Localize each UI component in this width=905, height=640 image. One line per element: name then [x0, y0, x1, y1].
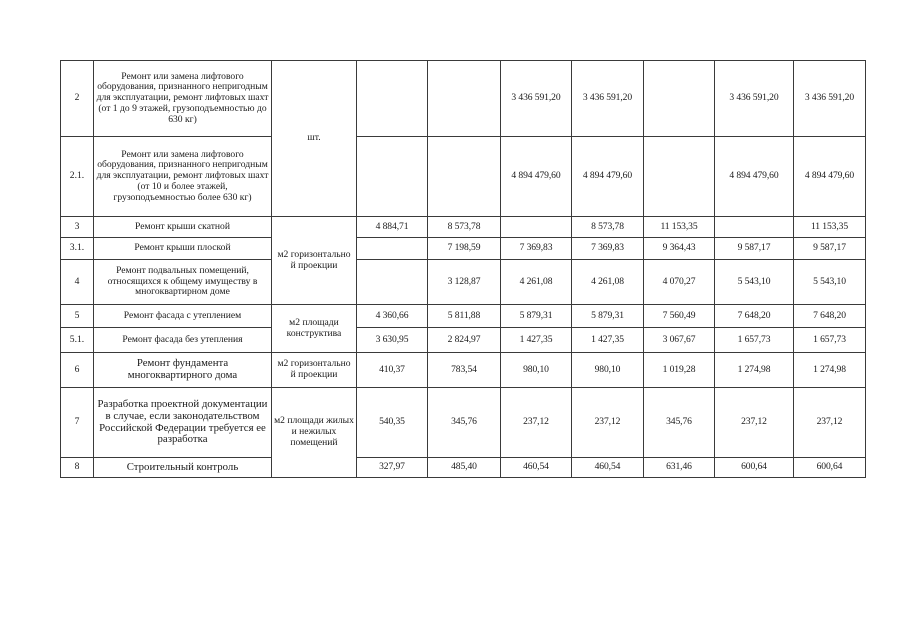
value-cell: 7 560,49 — [644, 305, 715, 328]
value-cell: 9 587,17 — [715, 238, 794, 260]
unit-cell: м2 площади жилых и нежилых помещений — [272, 388, 357, 478]
work-name: Ремонт или замена лифтового оборудования, признанного непригодным для эксплуатации, ремонт лифтовых шахт (от 10 и более этажей, грузоподъемностью более 630 кг) — [94, 137, 272, 217]
value-cell: 2 824,97 — [428, 328, 501, 353]
value-cell: 485,40 — [428, 458, 501, 478]
value-cell — [715, 217, 794, 238]
value-cell: 1 274,98 — [715, 353, 794, 388]
value-cell: 1 657,73 — [715, 328, 794, 353]
value-cell: 7 369,83 — [572, 238, 644, 260]
value-cell — [357, 238, 428, 260]
unit-cell: м2 горизонтально й проекции — [272, 353, 357, 388]
value-cell: 5 879,31 — [572, 305, 644, 328]
row-number: 8 — [61, 458, 94, 478]
row-number: 2.1. — [61, 137, 94, 217]
value-cell: 1 019,28 — [644, 353, 715, 388]
value-cell: 3 436 591,20 — [572, 61, 644, 137]
value-cell: 4 360,66 — [357, 305, 428, 328]
value-cell: 3 436 591,20 — [715, 61, 794, 137]
value-cell: 4 884,71 — [357, 217, 428, 238]
value-cell: 980,10 — [501, 353, 572, 388]
work-name: Ремонт крыши плоской — [94, 238, 272, 260]
value-cell: 3 630,95 — [357, 328, 428, 353]
row-number: 5 — [61, 305, 94, 328]
table-row — [61, 458, 866, 478]
value-cell: 4 261,08 — [572, 260, 644, 305]
value-cell: 4 894 479,60 — [715, 137, 794, 217]
value-cell: 11 153,35 — [794, 217, 866, 238]
work-name: Ремонт крыши скатной — [94, 217, 272, 238]
row-number: 7 — [61, 388, 94, 458]
value-cell: 460,54 — [501, 458, 572, 478]
value-cell: 3 436 591,20 — [794, 61, 866, 137]
value-cell: 9 587,17 — [794, 238, 866, 260]
value-cell: 1 427,35 — [572, 328, 644, 353]
unit-cell: м2 площади конструктива — [272, 305, 357, 353]
value-cell: 980,10 — [572, 353, 644, 388]
row-number: 6 — [61, 353, 94, 388]
value-cell: 3 436 591,20 — [501, 61, 572, 137]
value-cell — [357, 61, 428, 137]
row-number: 3.1. — [61, 238, 94, 260]
value-cell: 5 543,10 — [715, 260, 794, 305]
cost-table — [60, 60, 866, 478]
value-cell: 600,64 — [794, 458, 866, 478]
value-cell — [357, 260, 428, 305]
table-row — [61, 238, 866, 260]
row-number: 2 — [61, 61, 94, 137]
value-cell: 1 274,98 — [794, 353, 866, 388]
value-cell: 4 261,08 — [501, 260, 572, 305]
work-name: Ремонт фасада с утеплением — [94, 305, 272, 328]
row-number: 3 — [61, 217, 94, 238]
value-cell: 8 573,78 — [572, 217, 644, 238]
value-cell: 410,37 — [357, 353, 428, 388]
work-name: Ремонт подвальных помещений, относящихся к общему имуществу в многоквартирном доме — [94, 260, 272, 305]
value-cell: 237,12 — [794, 388, 866, 458]
table-row — [61, 61, 866, 137]
value-cell: 3 128,87 — [428, 260, 501, 305]
value-cell: 460,54 — [572, 458, 644, 478]
value-cell: 4 894 479,60 — [794, 137, 866, 217]
table-row — [61, 305, 866, 328]
value-cell: 4 070,27 — [644, 260, 715, 305]
value-cell — [644, 137, 715, 217]
value-cell: 327,97 — [357, 458, 428, 478]
table-row — [61, 328, 866, 353]
value-cell: 5 879,31 — [501, 305, 572, 328]
value-cell: 600,64 — [715, 458, 794, 478]
value-cell: 4 894 479,60 — [501, 137, 572, 217]
value-cell: 540,35 — [357, 388, 428, 458]
unit-cell: м2 горизонтально й проекции — [272, 217, 357, 305]
table-row — [61, 353, 866, 388]
value-cell — [644, 61, 715, 137]
unit-cell: шт. — [272, 61, 357, 217]
table-row — [61, 388, 866, 458]
work-name: Ремонт фундамента многоквартирного дома — [94, 353, 272, 388]
row-number: 4 — [61, 260, 94, 305]
table-row — [61, 137, 866, 217]
value-cell: 9 364,43 — [644, 238, 715, 260]
value-cell: 631,46 — [644, 458, 715, 478]
work-name: Ремонт фасада без утепления — [94, 328, 272, 353]
table-row — [61, 260, 866, 305]
value-cell — [428, 137, 501, 217]
row-number: 5.1. — [61, 328, 94, 353]
value-cell: 1 657,73 — [794, 328, 866, 353]
work-name: Ремонт или замена лифтового оборудования, признанного непригодным для эксплуатации, ремонт лифтовых шахт (от 1 до 9 этажей, грузоподъемностью до 630 кг) — [94, 61, 272, 137]
value-cell — [428, 61, 501, 137]
work-name: Строительный контроль — [94, 458, 272, 478]
value-cell: 7 369,83 — [501, 238, 572, 260]
value-cell: 3 067,67 — [644, 328, 715, 353]
value-cell: 5 543,10 — [794, 260, 866, 305]
value-cell: 237,12 — [501, 388, 572, 458]
value-cell: 345,76 — [644, 388, 715, 458]
value-cell: 237,12 — [572, 388, 644, 458]
value-cell — [501, 217, 572, 238]
value-cell: 5 811,88 — [428, 305, 501, 328]
value-cell: 7 198,59 — [428, 238, 501, 260]
value-cell: 7 648,20 — [715, 305, 794, 328]
value-cell: 4 894 479,60 — [572, 137, 644, 217]
value-cell — [357, 137, 428, 217]
value-cell: 8 573,78 — [428, 217, 501, 238]
value-cell: 11 153,35 — [644, 217, 715, 238]
value-cell: 783,54 — [428, 353, 501, 388]
table-row — [61, 217, 866, 238]
value-cell: 237,12 — [715, 388, 794, 458]
value-cell: 7 648,20 — [794, 305, 866, 328]
value-cell: 1 427,35 — [501, 328, 572, 353]
work-name: Разработка проектной документации в случае, если законодательством Российской Федерации требуется ее разработка — [94, 388, 272, 458]
value-cell: 345,76 — [428, 388, 501, 458]
